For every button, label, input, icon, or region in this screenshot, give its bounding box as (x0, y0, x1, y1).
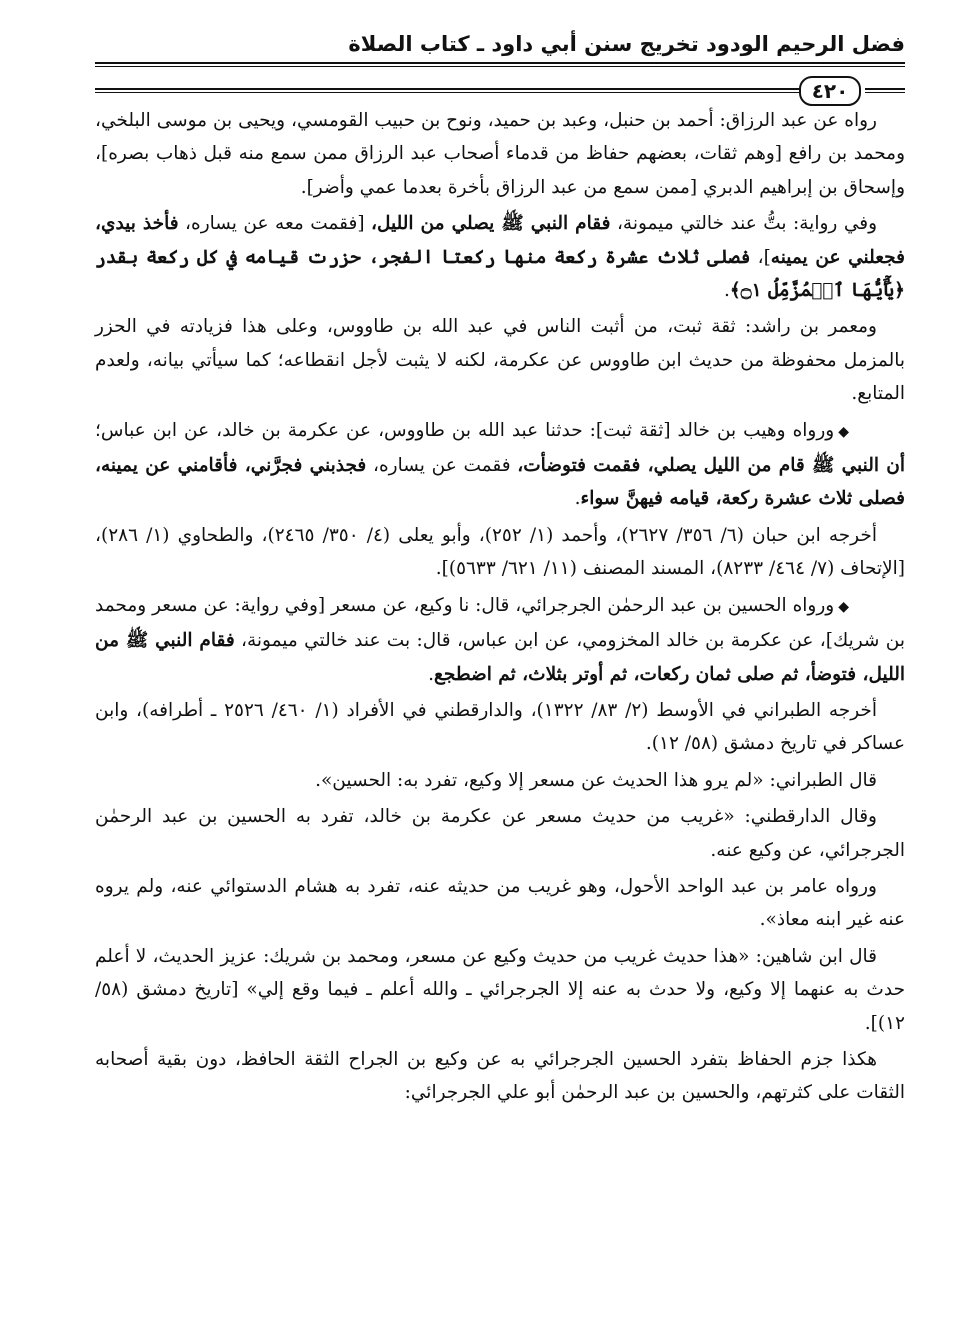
header-rule (95, 66, 905, 67)
header-rule (95, 62, 905, 64)
running-title: فضل الرحيم الودود تخريج سنن أبي داود ـ كتاب الصلاة (348, 32, 905, 56)
paragraph (95, 694, 905, 761)
text-segment: فقمت عن يساره، (366, 455, 518, 477)
header-rule (95, 92, 800, 93)
text-segment: أخرجه الطبراني في الأوسط (٢/ ٨٣/ ١٣٢٢)، والدارقطني في الأفراد (١/ ٤٦٠/ ٢٥٢٦ ـ أطرافه)، وابن عساكر في تاريخ دمشق (٥٨/ ١٢). (95, 699, 905, 755)
page-number: ٤٢٠ (799, 76, 861, 106)
paragraph (95, 414, 905, 516)
bold-text: فصلى ثلاث عشرة ركعة منها ركعتا الفجر، حزرت قيامه في كل ركعة بقدر ﴿يَٰٓأَيُّهَا ٱلۡمُزَّمِّلُ ۝١﴾ (95, 246, 905, 302)
text-segment: قال ابن شاهين: «هذا حديث غريب من حديث وكيع عن مسعر، ومحمد بن شريك: عزيز الحديث، لا أعلم حدث به عنهما إلا وكيع، ولا حدث به عنه إلا الجرجرائي ـ والله أعلم ـ فيما وقع إلي» [تاريخ دمشق (٥٨/ ١٢)]. (95, 945, 905, 1034)
text-segment: . (724, 280, 730, 302)
paragraph (95, 870, 905, 937)
page-header (95, 22, 905, 103)
paragraph (95, 589, 905, 691)
bold-text: فقام النبي ﷺ من الليل، فتوضأ، ثم صلى ثمان ركعات، ثم أوتر بثلاث، ثم اضطجع (95, 630, 905, 685)
paragraph (95, 104, 905, 204)
bullet-icon: ◆ (838, 423, 849, 440)
bold-text: أن النبي ﷺ قام من الليل يصلي، فقمت فتوضأت، (517, 455, 905, 477)
header-rule (865, 88, 905, 90)
text-segment: قال الطبراني: «لم يرو هذا الحديث عن مسعر إلا وكيع، تفرد به: الحسين». (315, 769, 877, 791)
text-segment: أخرجه ابن حبان (٦/ ٣٥٦/ ٢٦٢٧)، وأحمد (١/ ٢٥٢)، وأبو يعلى (٤/ ٣٥٠/ ٢٤٦٥)، والطحاوي (١/ ٢٨٦)، [الإتحاف (٧/ ٤٦٤/ ٨٢٣٣)، المسند المصنف (١١/ ٦٢١/ ٥٦٣٣)]. (95, 524, 905, 580)
text-segment: ]، (750, 246, 771, 268)
paragraph (95, 207, 905, 307)
text-segment: هكذا جزم الحفاظ بتفرد الحسين الجرجرائي به عن وكيع بن الجراح الثقة الحافظ، دون بقية أصحابه الثقات على كثرتهم، والحسين بن عبد الرحمٰن أبو علي الجرجرائي: (95, 1048, 905, 1104)
text-segment: ورواه وهيب بن خالد [ثقة ثبت]: حدثنا عبد الله بن طاووس، عن عكرمة بن خالد، عن ابن عباس؛ (95, 419, 835, 441)
paragraph (95, 310, 905, 410)
text-segment: . (574, 488, 581, 510)
text-segment: ومعمر بن راشد: ثقة ثبت، من أثبت الناس في عبد الله بن طاووس، وعلى هذا فزيادته في الحزر بالمزمل محفوظة من حديث ابن طاووس عن عكرمة، لكنه لا يثبت لأجل انقطاعه؛ كما سيأتي بيانه، ولعدم المتابع. (95, 316, 905, 405)
bullet-icon: ◆ (838, 598, 849, 615)
bold-text: فقام النبي ﷺ يصلي من الليل، (371, 213, 611, 235)
text-segment: وقال الدارقطني: «غريب من حديث مسعر عن عكرمة بن خالد، تفرد به الحسين بن عبد الرحمٰن الجرجرائي، عن وكيع عنه. (95, 806, 905, 861)
bold-text: فجذبني فجرَّني، فأقامني عن يمينه، فصلى ثلاث عشرة ركعة، قيامه فيهنَّ سواء (95, 455, 905, 510)
paragraph (95, 1043, 905, 1110)
body-text (95, 104, 905, 1113)
paragraph (95, 800, 905, 867)
header-rule (865, 92, 905, 93)
paragraph (95, 764, 905, 797)
header-rule (95, 88, 800, 90)
text-segment: رواه عن عبد الرزاق: أحمد بن حنبل، وعبد بن حميد، ونوح بن حبيب القومسي، ويحيى بن موسى البلخي، ومحمد بن رافع [وهم ثقات، بعضهم حفاظ من قدماء أصحاب عبد الرزاق ممن سمع منه قبل ذهاب بصره]، وإسحاق بن إبراهيم الدبري [ممن سمع من عبد الرزاق بأخرة بعدما عمي وأضر]. (95, 110, 905, 198)
paragraph (95, 519, 905, 586)
text-segment: . (428, 663, 435, 685)
book-page (95, 22, 905, 1322)
text-segment: ورواه الحسين بن عبد الرحمٰن الجرجرائي، قال: نا وكيع، عن مسعر [وفي رواية: عن مسعر ومحمد بن شريك]، عن عكرمة بن خالد المخزومي، عن ابن عباس، قال: بت عند خالتي ميمونة، (95, 594, 905, 652)
text-segment: ورواه عامر بن عبد الواحد الأحول، وهو غريب من حديثه عنه، تفرد به هشام الدستوائي عنه، ولم يروه عنه غير ابنه معاذ». (95, 875, 905, 931)
paragraph (95, 940, 905, 1040)
bold-text: فأخذ بيدي، فجعلني عن يمينه (95, 213, 905, 268)
text-segment: [فقمت معه عن يساره، (178, 213, 372, 235)
text-segment: وفي رواية: بتُّ عند خالتي ميمونة، (610, 213, 878, 235)
